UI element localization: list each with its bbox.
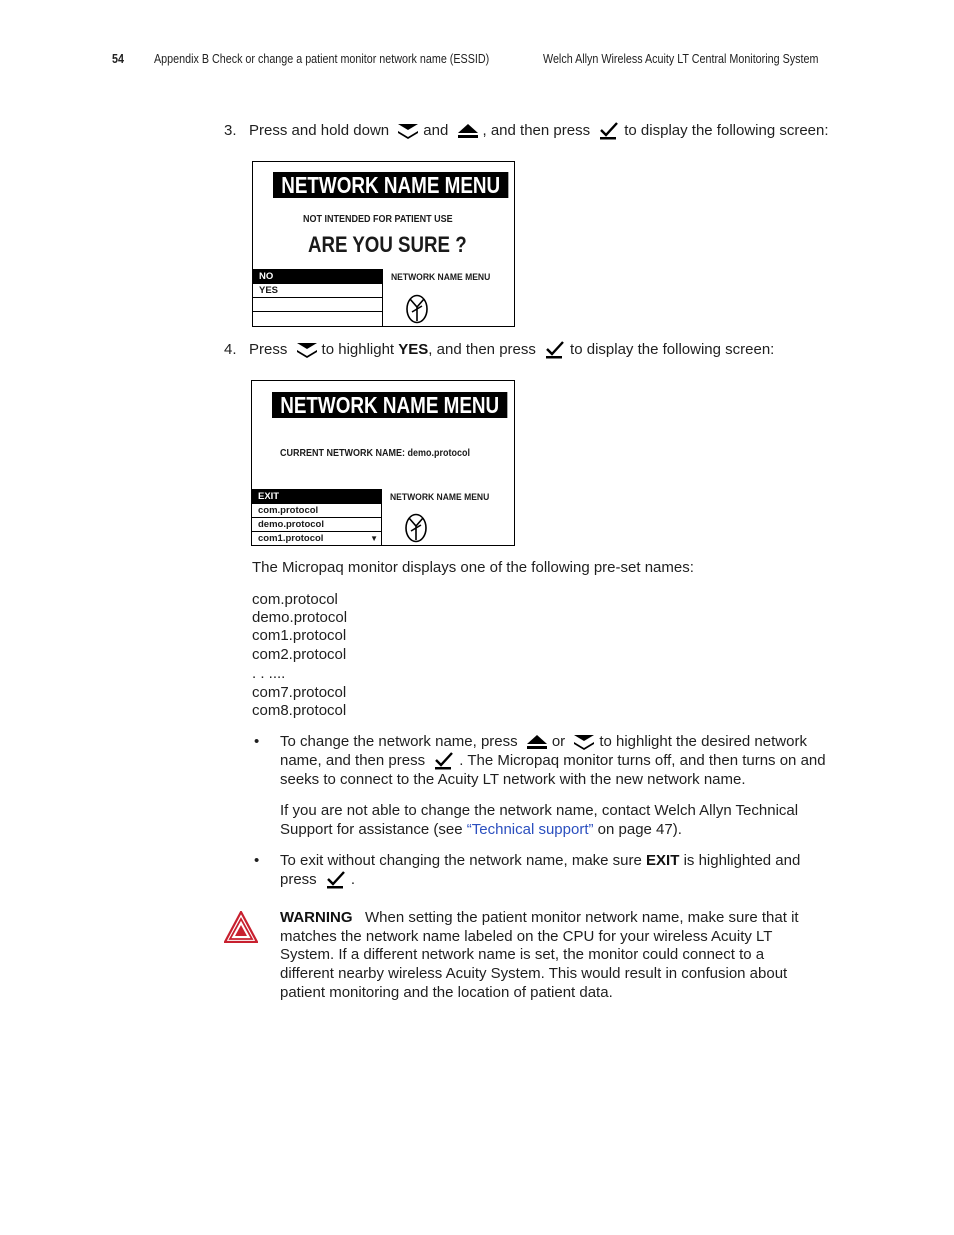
list-item: com7.protocol bbox=[252, 684, 347, 701]
screen-title: NETWORK NAME MENU bbox=[273, 172, 508, 198]
screen-question: ARE YOU SURE ? bbox=[308, 232, 467, 257]
screen-menu bbox=[252, 489, 382, 546]
checkmark-button-icon bbox=[598, 122, 620, 140]
list-item: com.protocol bbox=[252, 591, 338, 608]
list-item: demo.protocol bbox=[252, 609, 348, 626]
scroll-down-arrow-icon[interactable]: ▼ bbox=[370, 534, 378, 543]
menu-item[interactable] bbox=[253, 297, 382, 311]
step-4: 4. Press to highlight YES, and then press to display the following screen: bbox=[224, 341, 775, 358]
menu-item[interactable]: YES bbox=[253, 283, 382, 297]
bullet: • bbox=[254, 852, 260, 869]
down-arrow-button-icon bbox=[397, 123, 419, 139]
list-item: com8.protocol bbox=[252, 702, 347, 719]
menu-item[interactable] bbox=[253, 311, 382, 325]
current-network-name: CURRENT NETWORK NAME: demo.protocol bbox=[280, 448, 470, 459]
screen-menu-label: NETWORK NAME MENU bbox=[391, 272, 491, 283]
menu-item[interactable]: com.protocol bbox=[252, 503, 381, 517]
menu-item[interactable]: com1.protocol ▼ bbox=[252, 531, 381, 545]
running-header-title: Welch Allyn Wireless Acuity LT Central Monitoring System bbox=[543, 52, 819, 66]
up-arrow-button-icon bbox=[526, 734, 548, 750]
screen-menu bbox=[253, 269, 383, 327]
screen-subtitle: NOT INTENDED FOR PATIENT USE bbox=[303, 214, 453, 225]
welch-allyn-logo-icon bbox=[405, 294, 429, 329]
list-item: com1.protocol bbox=[252, 627, 347, 644]
monitor-screen-network-list bbox=[251, 380, 515, 546]
checkmark-button-icon bbox=[325, 871, 347, 889]
monitor-screen-confirm bbox=[252, 161, 515, 327]
step-number: 3. bbox=[224, 122, 237, 139]
page-number: 54 bbox=[112, 52, 124, 66]
step-3: 3. Press and hold down and , and then press to display the following screen: bbox=[224, 122, 829, 139]
welch-allyn-logo-icon bbox=[404, 513, 428, 548]
warning-triangle-icon bbox=[224, 911, 258, 948]
checkmark-button-icon bbox=[433, 752, 455, 770]
list-item: . . .... bbox=[252, 665, 286, 682]
warning-label: WARNING bbox=[280, 909, 353, 926]
menu-item[interactable]: demo.protocol bbox=[252, 517, 381, 531]
checkmark-button-icon bbox=[544, 341, 566, 359]
screen-title: NETWORK NAME MENU bbox=[272, 392, 507, 418]
up-arrow-button-icon bbox=[457, 123, 479, 139]
menu-item[interactable]: EXIT bbox=[252, 489, 381, 503]
step-number: 4. bbox=[224, 341, 237, 358]
down-arrow-button-icon bbox=[573, 734, 595, 750]
running-header-section: Appendix B Check or change a patient monitor network name (ESSID) bbox=[154, 52, 490, 66]
list-item: com2.protocol bbox=[252, 646, 347, 663]
screen-menu-label: NETWORK NAME MENU bbox=[390, 492, 490, 503]
menu-item[interactable]: NO bbox=[253, 269, 382, 283]
technical-support-link[interactable]: “Technical support” bbox=[466, 821, 594, 838]
down-arrow-button-icon bbox=[296, 342, 318, 358]
preset-intro: The Micropaq monitor displays one of the following pre-set names: bbox=[252, 559, 694, 576]
bullet: • bbox=[254, 733, 260, 750]
